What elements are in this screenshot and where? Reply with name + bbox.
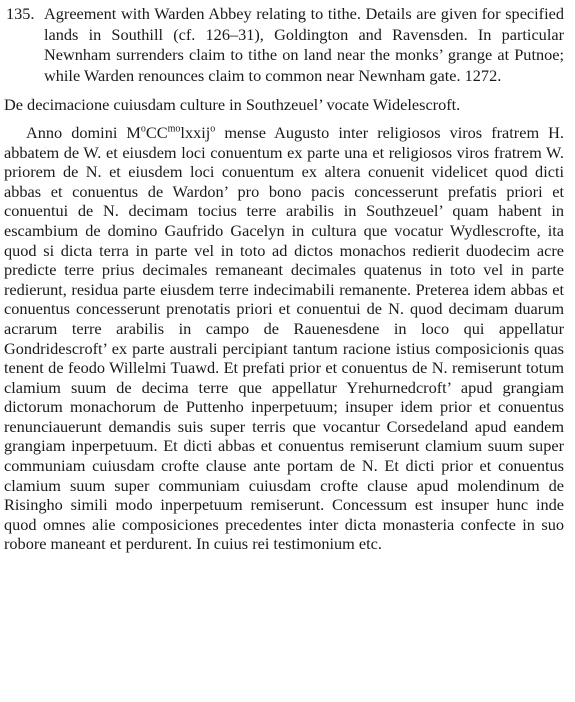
latin-rubric: De decimacione cuiusdam culture in Southzeuel’ vocate Widelescroft. xyxy=(4,95,461,115)
document-page xyxy=(4,4,566,554)
charter-body: mense Augusto inter religiosos viros fratrem H. abbatem de W. et eiusdem loci conuentum ex parte una et religiosos viros fratrem W. priorem de N. et eiusdem loci conuentum ex altera conuenit videlicet quod dicti abbas et conuentus de Wardon’ pro bono pacis concesserunt prefatis priori et conuentui de N. decimam tocius terre arabilis in Southzeuel’ quam habent in escambium de domino Gaufrido Gacelyn in cultura que vocatur Wydlescrofte, ita quod si dicta terra in parte vel in toto ad dictos monachos redierit duodecim acre predicte terre prius decimales remaneant decimales quatenus in toto vel in parte redierunt, residua parte eiusdem terre indecimabili remanente. Preterea idem abbas et conuentus concesserunt prenotatis priori et conuentui de N. quod decimam duarum acrarum terre arabilis in campo de Rauenesdene in loco qui appellatur Gondridescroft’ ex parte australi percipiant tantum racione istius composicionis quas tenent de feodo Willelmi Tuawd. Et prefati prior et conuentus de N. remiserunt totum clamium suum de decima terre que appellatur Yrehurnedcroft’ apud grangiam dictorum monachorum de Puttenho inperpetuum; insuper idem prior et conuentus renunciauerunt demandis suis super terris que vocantur Corsedeland apud eandem grangiam inperpetuum. Et dicti abbas et conuentus remiserunt clamium suum super communiam cuiusdam crofte clause ante portam de N. Et dicti prior et conuentus clamium suum super communiam cuiusdam crofte clause apud molendinum de Risingho simili modo inperpetuum remiserunt. Concessum est insuper hunc inde quod omnes alie composiciones precedentes inter dicta monasteria confecte in suo robore maneant et perdurent. In cuius rei testimonium etc. xyxy=(4,122,564,554)
entry-number: 135. xyxy=(6,4,35,23)
charter-date-superscript-2: mo xyxy=(167,123,181,135)
charter-date-superscript-3: o xyxy=(210,123,216,135)
charter-date-part-3: lxxij xyxy=(180,122,211,142)
charter-date-part-2: CC xyxy=(145,122,168,142)
charter-date-superscript-1: o xyxy=(140,123,146,135)
entry-summary: Agreement with Warden Abbey relating to tithe. Details are given for specified lands in Southill (cf. 126–31), Goldington and Ravensden. In particular Newnham surrenders claim to tithe on land near the monks’ grange at Putnoe; while Warden renounces claim to common near Newnham gate. 1272. xyxy=(44,4,564,85)
charter-text xyxy=(4,123,566,554)
charter-date-opening: Anno domini M xyxy=(26,122,141,142)
entry-header xyxy=(4,4,566,86)
